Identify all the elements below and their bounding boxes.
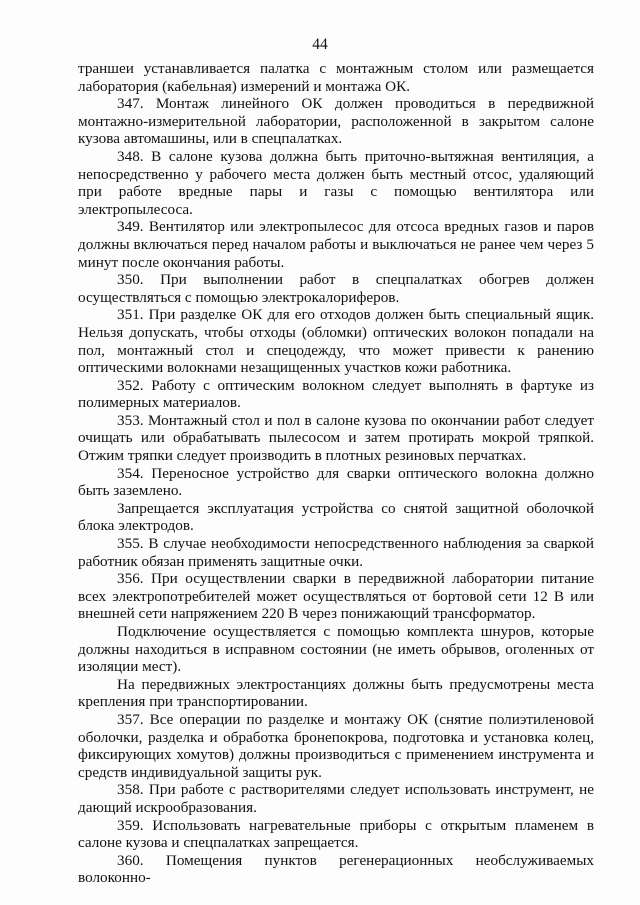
paragraph-347: 347. Монтаж линейного ОК должен проводиться в передвижной монтажно-измерительной лаборатории, расположенной в закрытом салоне кузова автомашины, или в спецпалатках. bbox=[78, 95, 594, 148]
document-body bbox=[78, 60, 594, 887]
paragraph-352: 352. Работу с оптическим волокном следует выполнять в фартуке из полимерных материалов. bbox=[78, 376, 594, 412]
paragraph-350: 350. При выполнении работ в спецпалатках обогрев должен осуществляться с помощью электрокалориферов. bbox=[78, 271, 594, 306]
paragraph-351: 351. При разделке ОК для его отходов должен быть специальный ящик. Нельзя допускать, чтобы отходы (обломки) оптических волокон попадали на пол, монтажный стол и спецодежду, что может привести к ранению оптическими волокнами незащищенных участков кожи работника. bbox=[78, 306, 594, 377]
paragraph-359: 359. Использовать нагревательные приборы с открытым пламенем в салоне кузова и спецпалатках запрещается. bbox=[78, 816, 594, 852]
paragraph-356: 356. При осуществлении сварки в передвижной лаборатории питание всех электропотребителей может осуществляться от бортовой сети 12 В или внешней сети напряжением 220 В через понижающий трансформатор. bbox=[78, 570, 594, 623]
paragraph-354-prohibition: Запрещается эксплуатация устройства со снятой защитной оболочкой блока электродов. bbox=[78, 499, 594, 535]
paragraph-348: 348. В салоне кузова должна быть приточно-вытяжная вентиляция, а непосредственно у рабочего места должен быть местный отсос, удаляющий при работе вредные пары и газы с помощью вентилятора или электропылесоса. bbox=[78, 147, 594, 218]
paragraph-349: 349. Вентилятор или электропылесос для отсоса вредных газов и паров должны включаться перед началом работы и выключаться не ранее чем через 5 минут после окончания работы. bbox=[78, 218, 594, 271]
paragraph-354: 354. Переносное устройство для сварки оптического волокна должно быть заземлено. bbox=[78, 464, 594, 500]
paragraph-358: 358. При работе с растворителями следует использовать инструмент, не дающий искрообразования. bbox=[78, 781, 594, 816]
paragraph-360: 360. Помещения пунктов регенерационных необслуживаемых волоконно- bbox=[78, 851, 594, 887]
paragraph-356-power-stations: На передвижных электростанциях должны быть предусмотрены места крепления при транспортировании. bbox=[78, 675, 594, 711]
paragraph-357: 357. Все операции по разделке и монтажу ОК (снятие полиэтиленовой оболочки, разделка и обработка бронепокрова, подготовка и установка колец, фиксирующих хомутов) должны производиться с применением инструмента и средств индивидуальной защиты рук. bbox=[78, 710, 594, 781]
paragraph-355: 355. В случае необходимости непосредственного наблюдения за сваркой работник обязан применять защитные очки. bbox=[78, 535, 594, 570]
paragraph-continuation: траншеи устанавливается палатка с монтажным столом или размещается лаборатория (кабельная) измерений и монтажа ОК. bbox=[78, 60, 594, 95]
paragraph-356-connection: Подключение осуществляется с помощью комплекта шнуров, которые должны находиться в исправном состоянии (не иметь обрывов, оголенных от изоляции мест). bbox=[78, 623, 594, 676]
paragraph-353: 353. Монтажный стол и пол в салоне кузова по окончании работ следует очищать или обрабатывать пылесосом и затем протирать мокрой тряпкой. Отжим тряпки следует производить в плотных резиновых перчатках. bbox=[78, 411, 594, 465]
page-number: 44 bbox=[312, 36, 328, 53]
